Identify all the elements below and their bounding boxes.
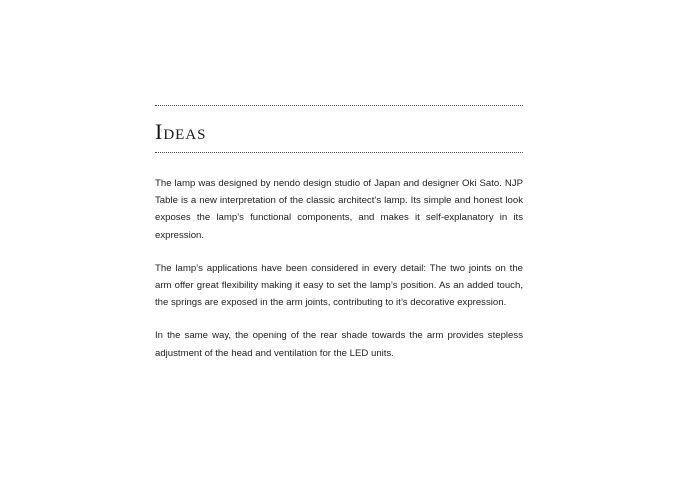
paragraph-applications: The lamp’s applications have been considered in every detail: The two joints on the arm offer great flexibility making it easy to set the lamp’s position. As an added touch, the springs are exposed in the arm joints, contributing to it’s decorative expression. [155,262,523,309]
top-divider [155,105,523,106]
ideas-section [155,99,523,378]
paragraph-rear-shade: In the same way, the opening of the rear shade towards the arm provides stepless adjustment of the head and ventilation for the LED units. [155,330,523,359]
bottom-divider [155,152,523,153]
section-title: Ideas [155,119,207,144]
paragraph-designer: The lamp was designed by nendo design studio of Japan and designer Oki Sato. NJP Table is a new interpretation of the classic architect’s lamp. Its simple and honest look exposes the lamp’s functional components, and makes it self-explanatory in its expression. [155,178,523,241]
